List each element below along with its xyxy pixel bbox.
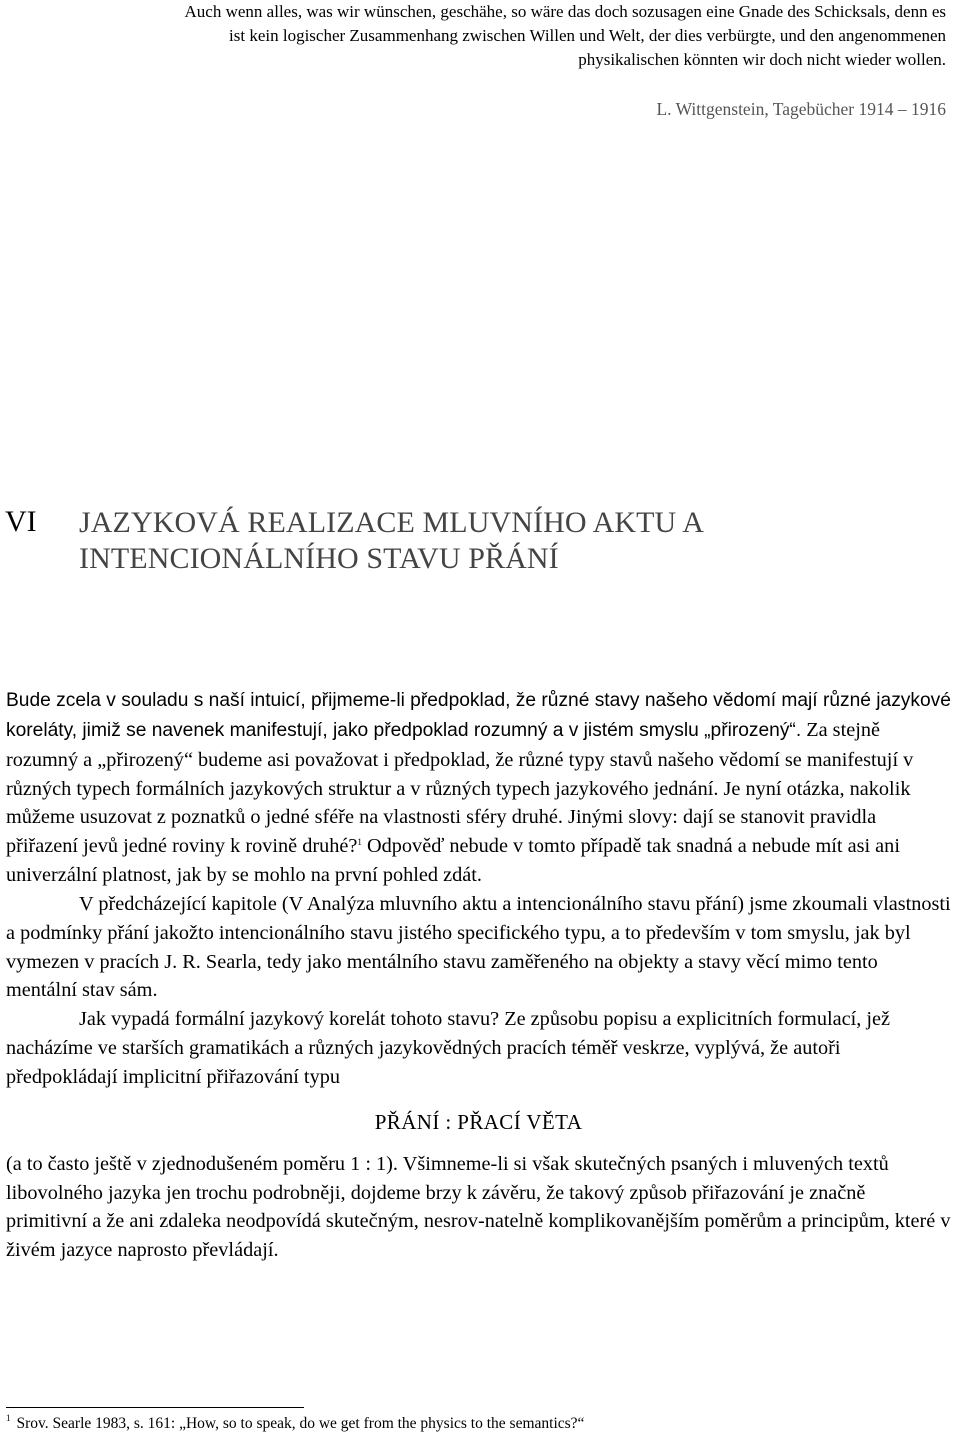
paragraph: V předcházející kapitole (V Analýza mluvního aktu a intencionálního stavu přání) jsme zkoumali vlastnosti a podmínky přání jakožto intencionálního stavu jistého specifického typu, a to především v tom smyslu, jak byl vymezen v pracích J. R. Searla, tedy jako mentálního stavu zaměřeného na objekty a stavy věcí mimo tento mentální stav sám. <box>6 892 951 1002</box>
epigraph-line: physikalischen könnten wir doch nicht wieder wollen. <box>578 50 946 69</box>
footnote-text: Srov. Searle 1983, s. 161: „How, so to speak, do we get from the physics to the semantics?“ <box>16 1415 585 1432</box>
footnote-number: 1 <box>6 1413 11 1423</box>
epigraph-line: ist kein logischer Zusammenhang zwischen Willen und Welt, der dies verbürgte, und den angenommenen <box>229 26 946 45</box>
chapter-title <box>79 505 939 577</box>
paragraph: Jak vypadá formální jazykový korelát tohoto stavu? Ze způsobu popisu a explicitních formulací, jež nacházíme ve starších gramatikách a různých jazykovědných pracích téměř veskrze, vyplývá, že autoři předpokládají implicitní přiřazování typu <box>6 1008 891 1088</box>
paragraph-text: Bude zcela v souladu s naší intuicí, přijmeme-li předpoklad, že různé stavy našeho vědomí mají různé jazykové koreláty, jimiž se navenek manifestují, jako předpoklad rozumný a v jistém smyslu „přirozený“. <box>6 690 951 741</box>
chapter-number: VI <box>5 505 37 538</box>
footnote-divider <box>6 1407 304 1408</box>
paragraph-text: Odpověď nebude v tomto případě tak snadná a nebude mít asi ani univerzální platnost, jak by se mohlo na první pohled zdát. <box>6 835 900 887</box>
footnote-reference[interactable]: 1 <box>357 837 362 848</box>
paragraph: (a to často ještě v zjednodušeném poměru 1 : 1). Všimneme-li si však skutečných psaných i mluvených textů libovolného jazyka jen trochu podrobněji, dojdeme brzy k závěru, že takový způsob přiřazování je značně primitivní a že ani zdaleka neodpovídá skutečným, nesrov-natelně komplikovanějším poměrům a principům, které v živém jazyce naprosto převládají. <box>6 1152 951 1262</box>
chapter-title-line: JAZYKOVÁ REALIZACE MLUVNÍHO AKTU A <box>79 506 705 539</box>
epigraph <box>16 0 946 72</box>
footnote <box>6 1414 936 1434</box>
epigraph-attribution: L. Wittgenstein, Tagebücher 1914 – 1916 <box>656 99 946 119</box>
paragraph <box>6 686 951 890</box>
paragraph-text: Za stejně rozumný a „přirozený“ budeme asi považovat i předpoklad, že různé typy stavů našeho vědomí se manifestují v různých typech formálních jazykových struktur a v různých typech jazykového jednání. Je nyní otázka, nakolik můžeme usuzovat z poznatků o jedné sféře na vlastnosti sféry druhé. Jinými slovy: dají se stanovit pravidla přiřazení jevů jedné roviny k rovině druhé? <box>6 718 914 858</box>
chapter-title-line: INTENCIONÁLNÍHO STAVU PŘÁNÍ <box>79 542 559 575</box>
epigraph-line: Auch wenn alles, was wir wünschen, geschähe, so wäre das doch sozusagen eine Gnade des Schicksals, denn es <box>184 2 946 21</box>
formula: PŘÁNÍ : PŘACÍ VĚTA <box>374 1109 583 1134</box>
body-text <box>6 686 951 1265</box>
